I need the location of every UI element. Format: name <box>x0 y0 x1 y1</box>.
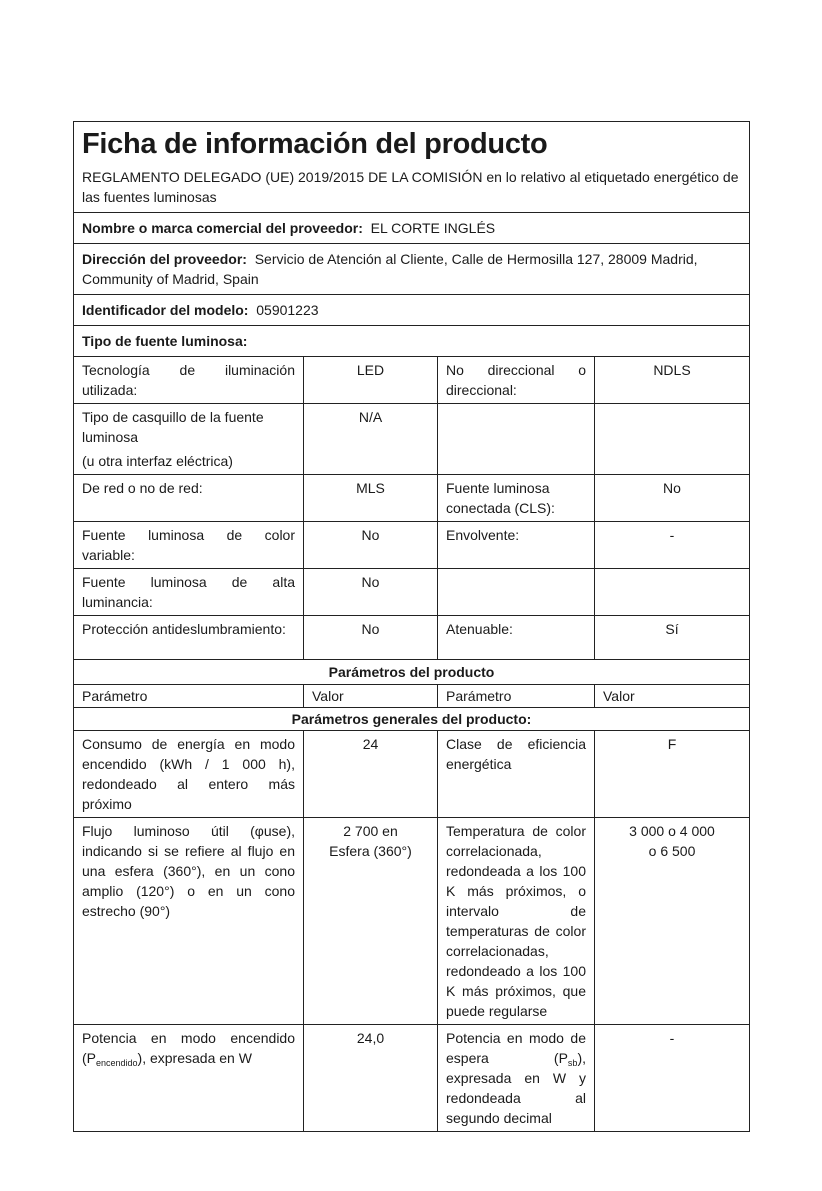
param-value: LED <box>304 357 438 403</box>
table-row <box>74 522 749 569</box>
param-value <box>595 404 749 474</box>
supplier-name-label: Nombre o marca comercial del proveedor: <box>82 220 363 236</box>
param-value: MLS <box>304 475 438 521</box>
supplier-address-label: Dirección del proveedor: <box>82 251 247 267</box>
product-information-sheet <box>73 121 750 1132</box>
param-label: Envolvente: <box>438 522 595 568</box>
param-label-subscript: sb <box>567 1058 578 1068</box>
param-label: Fuente luminosa conectada (CLS): <box>438 475 595 521</box>
table-row <box>74 1025 749 1131</box>
param-label: Temperatura de color correlacionada, redondeada a los 100 K más próximos, o intervalo de temperaturas de color correlacionadas, redondeado a los 100 K más próximos, que puede regularse <box>438 818 595 1024</box>
model-identifier-label: Identificador del modelo: <box>82 302 249 318</box>
param-label: Tecnología de iluminación utilizada: <box>74 357 304 403</box>
param-label: De red o no de red: <box>74 475 304 521</box>
header-section <box>74 122 749 213</box>
param-value <box>595 569 749 615</box>
table-row <box>74 475 749 522</box>
page-title: Ficha de información del producto <box>82 128 548 160</box>
param-label: Consumo de energía en modo encendido (kWh / 1 000 h), redondeado al entero más próximo <box>74 731 304 817</box>
table-row <box>74 404 749 475</box>
general-parameters-heading: Parámetros generales del producto: <box>74 708 749 731</box>
product-parameters-heading: Parámetros del producto <box>74 660 749 685</box>
param-value: No <box>304 522 438 568</box>
param-label-subscript: encendido <box>96 1058 138 1068</box>
supplier-name-row <box>74 213 749 244</box>
param-value: - <box>669 1030 675 1046</box>
table-row <box>74 818 749 1025</box>
regulation-text: REGLAMENTO DELEGADO (UE) 2019/2015 DE LA COMISIÓN en lo relativo al etiquetado energético de las fuentes luminosas <box>82 169 739 205</box>
table-row <box>74 616 749 660</box>
param-value: - <box>669 527 675 543</box>
param-label <box>74 1025 304 1131</box>
param-label: Clase de eficiencia energética <box>438 731 595 817</box>
supplier-address-value: Servicio de Atención al Cliente, Calle de Hermosilla 127, 28009 Madrid, Community of Madrid, Spain <box>82 251 698 287</box>
table-row <box>74 357 749 404</box>
param-value: 24,0 <box>304 1025 438 1131</box>
param-label-text: ), expresada en W <box>137 1050 252 1066</box>
column-headers-row <box>74 685 749 708</box>
param-value: 24 <box>304 731 438 817</box>
model-identifier-row <box>74 295 749 326</box>
param-label: Fuente luminosa de color variable: <box>74 522 304 568</box>
param-label: Protección antideslumbramiento: <box>74 616 304 659</box>
param-label <box>438 1025 595 1131</box>
param-label: Fuente luminosa de alta luminancia: <box>74 569 304 615</box>
param-value: NDLS <box>653 362 691 378</box>
param-value: N/A <box>304 404 438 474</box>
column-header: Valor <box>304 685 438 707</box>
param-label-text: ), expresada en W y redondeada al segundo decimal <box>446 1050 586 1126</box>
param-value: No <box>304 616 438 659</box>
param-label-note: (u otra interfaz eléctrica) <box>82 453 233 469</box>
param-value: 2 700 en Esfera (360°) <box>304 818 438 1024</box>
param-value: No <box>304 569 438 615</box>
param-label-text: Potencia en modo de espera (P <box>446 1030 586 1066</box>
table-row <box>74 731 749 818</box>
param-label <box>438 569 595 615</box>
param-label <box>74 404 304 474</box>
supplier-name-value: EL CORTE INGLÉS <box>370 220 496 236</box>
model-identifier-value: 05901223 <box>256 302 319 318</box>
column-header: Parámetro <box>438 685 595 707</box>
param-value: F <box>667 736 677 752</box>
param-value: Sí <box>665 621 679 637</box>
param-label-main: Tipo de casquillo de la fuente luminosa <box>82 409 264 445</box>
param-label-text: Potencia en modo encendido (P <box>82 1030 295 1066</box>
param-label: Flujo luminoso útil (φuse), indicando si se refiere al flujo en una esfera (360°), en un cono amplio (120°) o en un cono estrecho (90°) <box>74 818 304 1024</box>
column-header: Valor <box>603 688 635 704</box>
table-row <box>74 569 749 616</box>
param-label <box>438 404 595 474</box>
column-header: Parámetro <box>74 685 304 707</box>
param-value: 3 000 o 4 000 o 6 500 <box>629 823 715 859</box>
supplier-address-row <box>74 244 749 295</box>
light-source-type-heading: Tipo de fuente luminosa: <box>74 326 749 357</box>
param-label: Atenuable: <box>438 616 595 659</box>
param-label: No direccional o direccional: <box>438 357 595 403</box>
param-value: No <box>663 480 681 496</box>
